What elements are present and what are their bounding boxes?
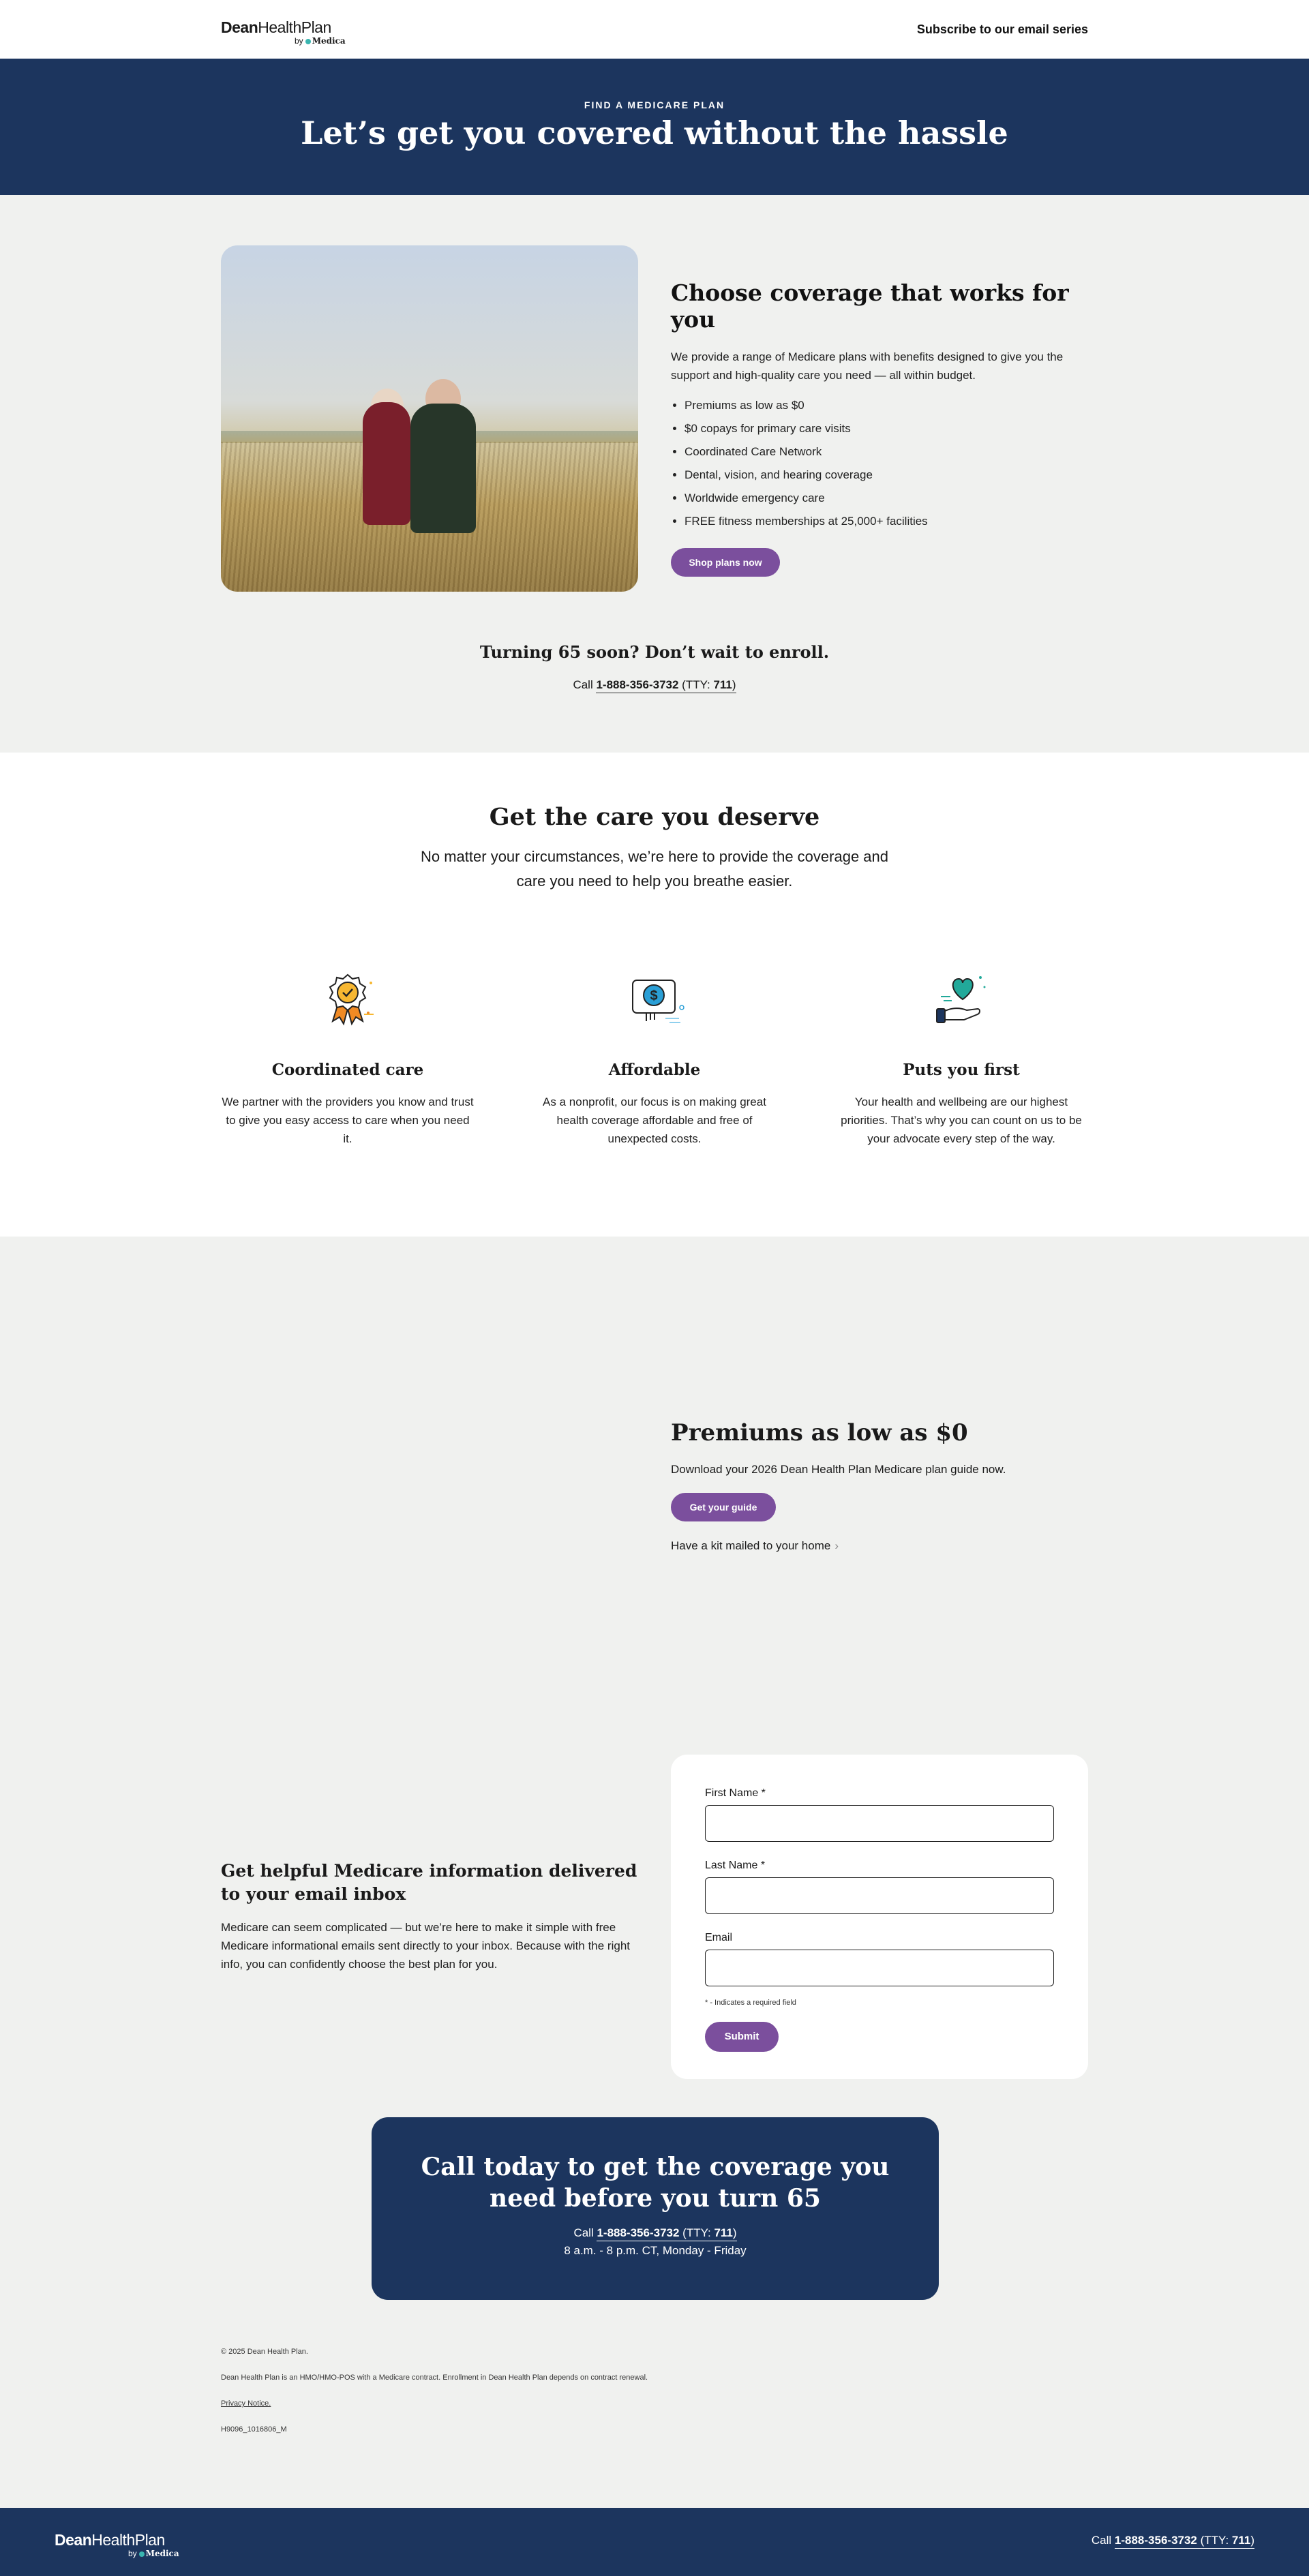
footer-logo[interactable]: [55, 2527, 184, 2557]
phone-link[interactable]: 1-888-356-3732 (TTY: 711): [596, 678, 736, 693]
call-cta-section: [0, 2095, 1309, 2348]
footer-call-line: Call 1-888-356-3732 (TTY: 711): [1092, 2534, 1254, 2547]
signup-text: Medicare can seem complicated — but we’re here to make it simple with free Medicare informational emails sent directly to your inbox. Because with the right info, you can confidently choose the best plan for you.: [221, 1921, 631, 1971]
dollar-bill-icon: [622, 967, 687, 1032]
required-note: * - Indicates a required field: [705, 1999, 796, 2007]
phone-link[interactable]: 1-888-356-3732 (TTY: 711): [597, 2226, 736, 2241]
heart-in-hand-icon: [929, 967, 994, 1032]
signup-title: Get helpful Medicare information delivered to your email inbox: [221, 1861, 637, 1904]
first-name-label: First Name *: [705, 1787, 766, 1799]
logo-dean-text: Dean: [55, 2531, 92, 2549]
copyright: © 2025 Dean Health Plan.: [221, 2348, 308, 2356]
medica-dot-icon: [305, 39, 311, 44]
dean-health-plan-logo[interactable]: [221, 14, 350, 44]
couple-in-field-photo: [221, 245, 638, 592]
call-hours: 8 a.m. - 8 p.m. CT, Monday - Friday: [564, 2244, 747, 2257]
privacy-notice-link[interactable]: Privacy Notice.: [221, 2399, 271, 2408]
disclaimer: Dean Health Plan is an HMO/HMO-POS with a Medicare contract. Enrollment in Dean Health Plan depends on contract renewal.: [221, 2374, 648, 2382]
kit-mailed-link[interactable]: Have a kit mailed to your home ›: [671, 1539, 839, 1552]
site-header: [0, 0, 1309, 59]
cta-title: Call today to get the coverage you need before you turn 65: [421, 2153, 890, 2213]
logo-dean-text: Dean: [221, 18, 258, 36]
feature-text: We partner with the providers you know and trust to give you easy access to care when you need it.: [222, 1095, 474, 1145]
turning-65-title: Turning 65 soon? Don’t wait to enroll.: [479, 642, 830, 662]
benefit-item: • Dental, vision, and hearing coverage: [684, 464, 1088, 487]
award-ribbon-icon: [315, 967, 380, 1032]
logo-medica-text: Medica: [145, 2549, 179, 2558]
logo-healthplan-text: HealthPlan: [91, 2531, 165, 2549]
call-line: Call 1-888-356-3732 (TTY: 711): [221, 678, 1088, 692]
premiums-text: Download your 2026 Dean Health Plan Medicare plan guide now.: [671, 1463, 1006, 1476]
hero-title: Let’s get you covered without the hassle: [301, 115, 1008, 151]
last-name-label: Last Name *: [705, 1860, 766, 1871]
svg-text:$: $: [650, 988, 658, 1003]
logo-by-text: by: [295, 36, 303, 46]
get-guide-button[interactable]: Get your guide: [671, 1493, 776, 1521]
first-name-field[interactable]: [705, 1805, 1054, 1842]
premiums-section: [0, 1237, 1309, 1755]
feature-column: [221, 967, 475, 1148]
site-footer: [0, 2508, 1309, 2576]
benefit-item: • Coordinated Care Network: [684, 440, 1088, 464]
logo-medica-text: Medica: [312, 36, 346, 46]
email-label: Email: [705, 1932, 733, 1943]
benefit-item: • Premiums as low as $0: [684, 394, 1088, 417]
hero-banner: [0, 59, 1309, 195]
subscribe-link[interactable]: Subscribe to our email series: [916, 22, 1088, 36]
feature-title: Coordinated care: [271, 1061, 424, 1079]
benefit-item: • FREE fitness memberships at 25,000+ facilities: [684, 510, 1088, 533]
benefit-item: • $0 copays for primary care visits: [684, 417, 1088, 440]
hero-eyebrow: FIND A MEDICARE PLAN: [584, 100, 725, 110]
document-code: H9096_1016806_M: [221, 2425, 287, 2434]
premiums-title: Premiums as low as $0: [671, 1419, 968, 1446]
signup-form: [671, 1755, 1088, 2079]
care-subtitle: No matter your circumstances, we’re here to provide the coverage and care you need to help you breathe easier.: [421, 848, 888, 890]
chevron-right-icon: ›: [834, 1539, 839, 1552]
feature-column: [528, 967, 781, 1148]
care-title: Get the care you deserve: [489, 803, 820, 831]
logo-healthplan-text: HealthPlan: [258, 18, 331, 36]
submit-button[interactable]: Submit: [705, 2022, 779, 2052]
email-field[interactable]: [705, 1950, 1054, 1986]
feature-title: Puts you first: [903, 1061, 1020, 1079]
feature-column: [834, 967, 1088, 1148]
feature-text: As a nonprofit, our focus is on making great health coverage affordable and free of unexpected costs.: [543, 1095, 766, 1145]
logo-by-text: by: [128, 2549, 137, 2558]
call-line: Call 1-888-356-3732 (TTY: 711): [372, 2226, 939, 2240]
email-signup-section: [0, 1755, 1309, 2095]
last-name-field[interactable]: [705, 1877, 1054, 1914]
feature-title: Affordable: [608, 1061, 701, 1079]
care-section: [0, 753, 1309, 1237]
coverage-intro: We provide a range of Medicare plans with benefits designed to give you the support and high-quality care you need — all within budget.: [671, 350, 1064, 382]
shop-plans-button[interactable]: Shop plans now: [671, 548, 780, 577]
call-cta-box: [372, 2117, 939, 2300]
fine-print: [0, 2348, 1309, 2508]
coverage-section: [0, 195, 1309, 753]
footer-phone-link[interactable]: 1-888-356-3732 (TTY: 711): [1115, 2534, 1254, 2549]
coverage-benefits-list: [671, 394, 1088, 533]
coverage-title: Choose coverage that works for you: [671, 279, 1069, 333]
benefit-item: • Worldwide emergency care: [684, 487, 1088, 510]
feature-text: Your health and wellbeing are our highest priorities. That’s why you can count on us to be your advocate every step of the way.: [841, 1095, 1082, 1145]
medica-dot-icon: [139, 2551, 145, 2557]
